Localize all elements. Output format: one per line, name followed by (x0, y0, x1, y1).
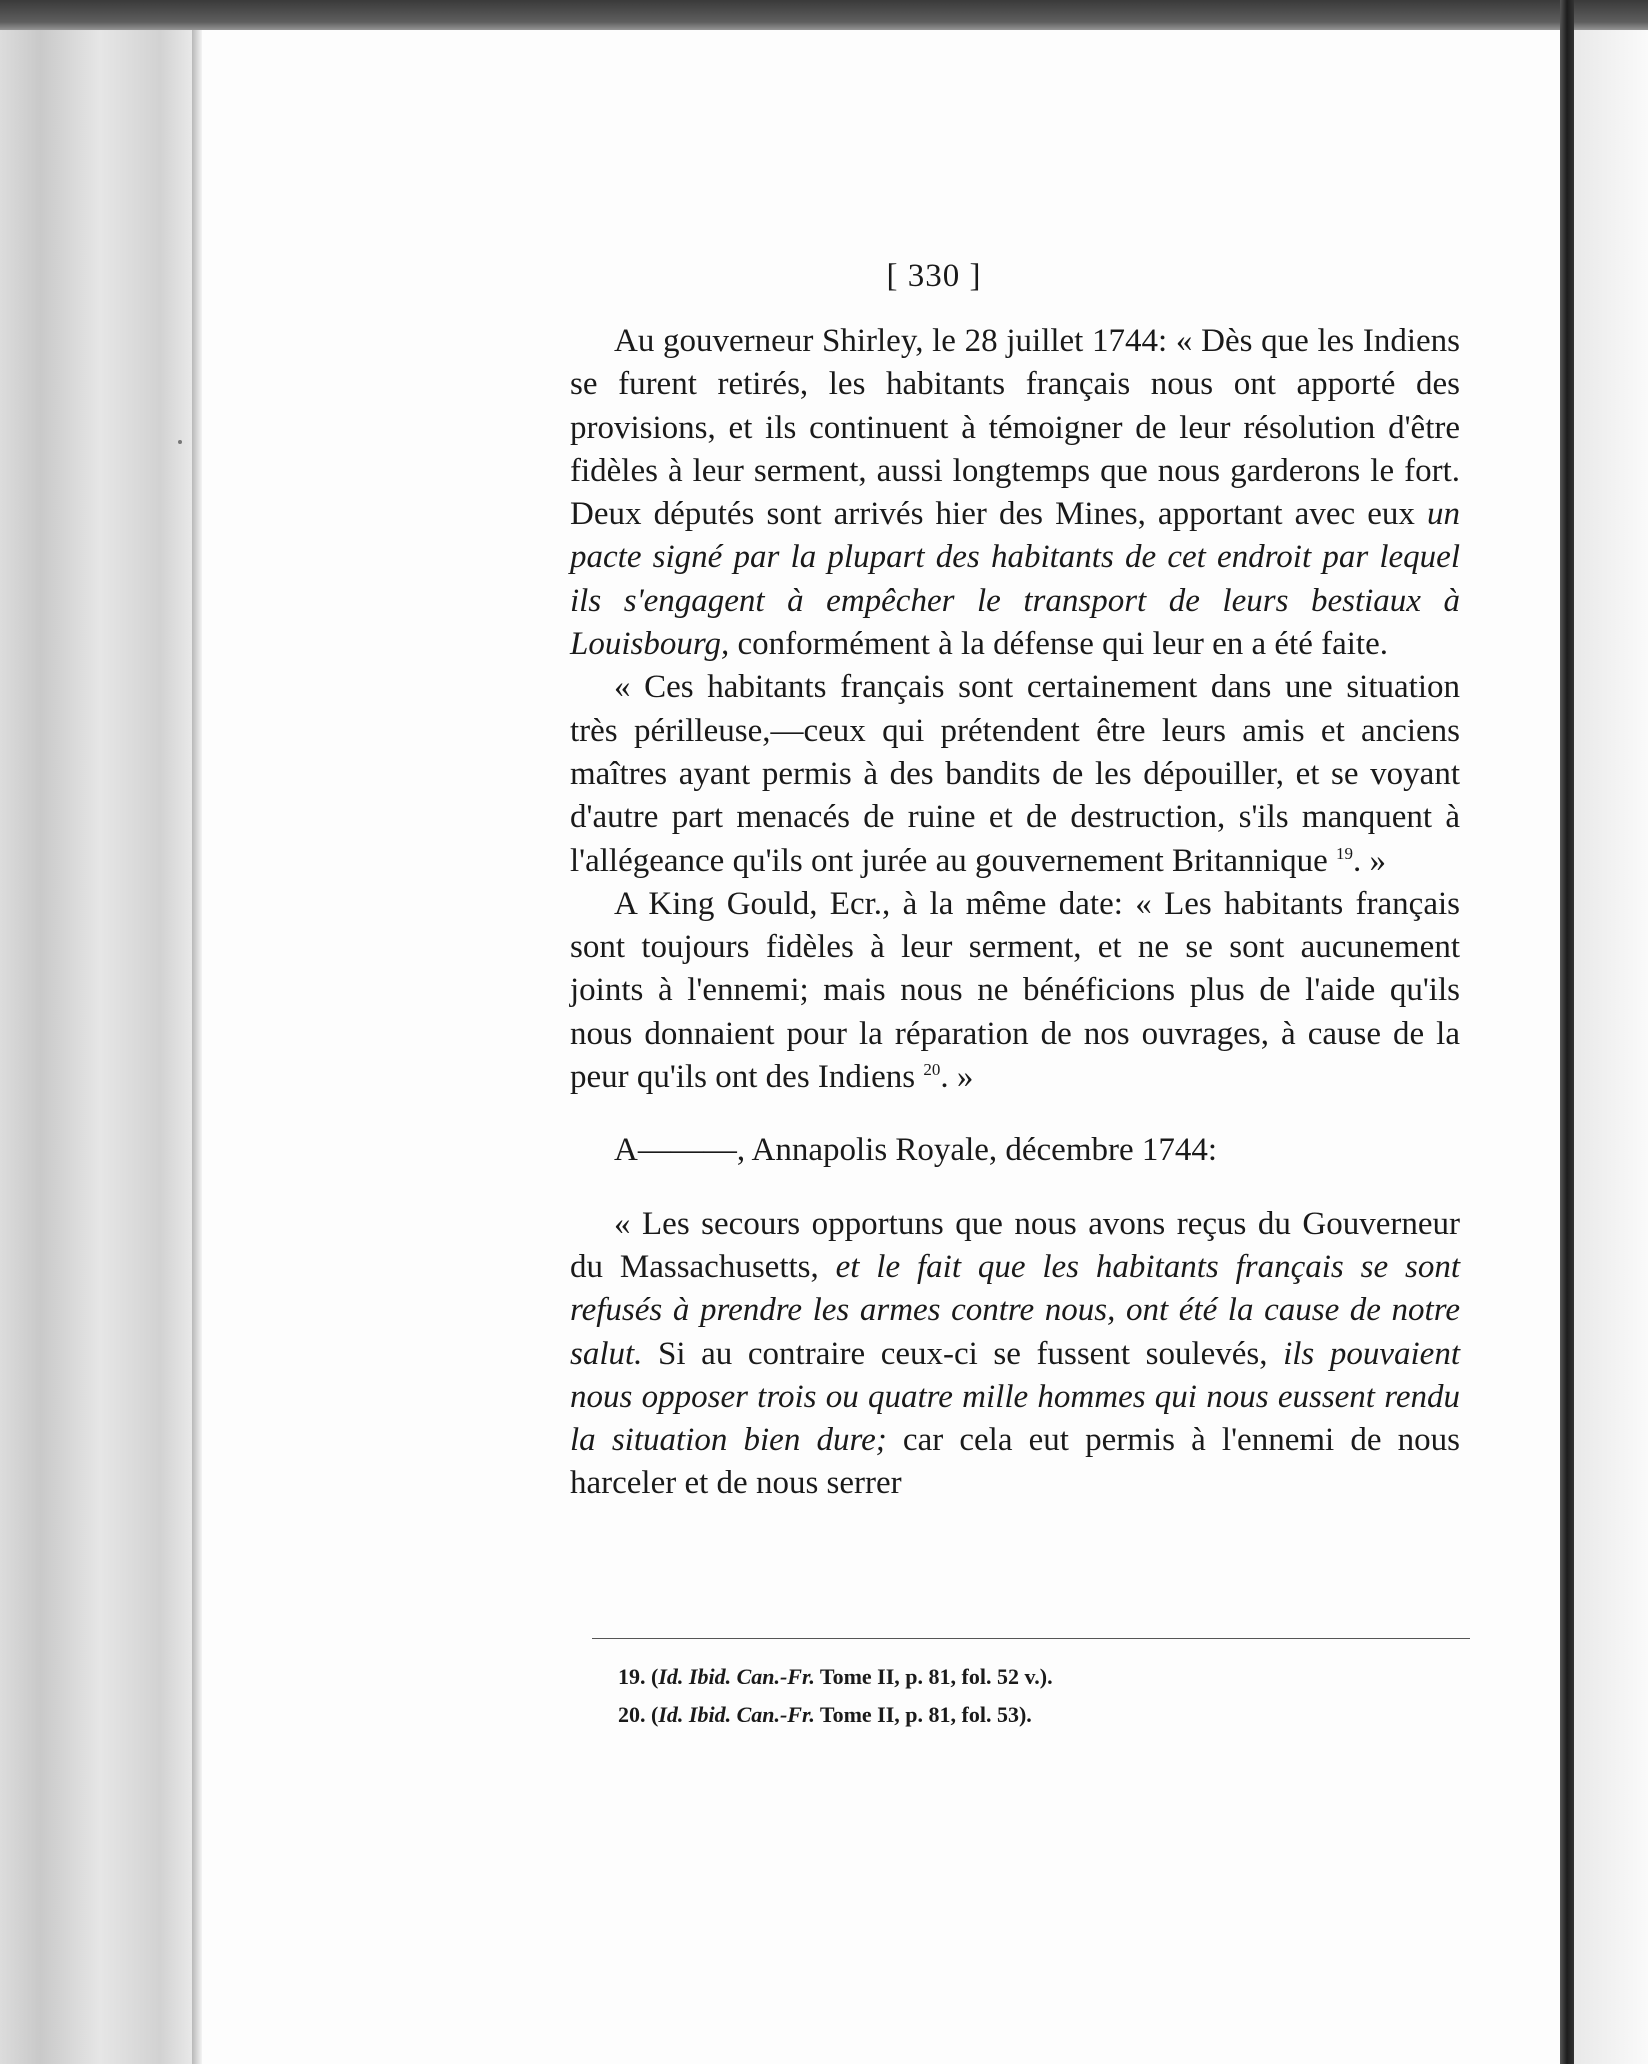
footnote-source: Id. Ibid. Can.-Fr. (658, 1702, 815, 1727)
footnote (618, 1696, 1478, 1734)
text-run: . » (1353, 842, 1387, 879)
footnote-open-paren: ( (645, 1664, 659, 1689)
text-run: « Ces habitants français sont certainement dans une situation très périlleuse,—ceux qui prétendent être leurs amis et anciens maîtres ayant permis à des bandits de les dépouiller, et se voyant d'autre part menacés de ruine et de destruction, s'ils manquent à l'allégeance qu'ils ont jurée au gouvernement Britannique (570, 669, 1460, 879)
paragraph (570, 883, 1460, 1099)
paragraph (570, 1203, 1460, 1506)
text-run: A———, Annapolis Royale, décembre 1744: (614, 1132, 1218, 1169)
footnote-number: 20. (618, 1702, 646, 1727)
page-stack-edge (192, 30, 202, 2064)
paragraph (570, 320, 1460, 666)
footnote-reference: Tome II, p. 81, fol. 52 v.). (814, 1664, 1053, 1689)
footnote-rule (592, 1638, 1470, 1639)
footnote-open-paren: ( (645, 1702, 659, 1727)
text-run: car cela eut permis à l'ennemi de nous harceler et de nous serrer (570, 1422, 1460, 1502)
footnote-ref: 19 (1336, 843, 1354, 863)
page-number: [ 330 ] (886, 258, 982, 294)
italic-text: un pacte signé par la plupart des habitants de cet endroit par lequel ils s'engagent à empêcher le transport de leurs bestiaux à Louisbourg, (570, 496, 1460, 663)
text-run: . » (940, 1059, 974, 1096)
text-run: conformément à la défense qui leur en a été faite. (729, 626, 1388, 663)
text-run: Au gouverneur Shirley, le 28 juillet 1744: « Dès que les Indiens se furent retirés, les habitants français nous ont apporté des provisions, et ils continuent à témoigner de leur résolution d'être fidèles à leur serment, aussi longtemps que nous garderons le fort. Deux députés sont arrivés hier des Mines, apportant avec eux (570, 323, 1460, 533)
book-gutter (1560, 0, 1574, 2064)
text-run: « Les secours opportuns que nous avons reçus du Gouverneur du Massachusetts, (570, 1205, 1460, 1285)
next-page-edge (1574, 30, 1648, 2064)
page-stack (0, 30, 200, 2064)
text-run: A King Gould, Ecr., à la même date: « Les habitants français sont toujours fidèles à leur serment, et ne se sont aucunement joints à l'ennemi; mais nous ne bénéficions plus de l'aide qu'ils nous donnaient pour la réparation de nos ouvrages, à cause de la peur qu'ils ont des Indiens (570, 885, 1460, 1096)
scan-speck (178, 440, 182, 444)
body-text (570, 320, 1460, 1506)
footnote-number: 19. (618, 1664, 646, 1689)
italic-text: et le fait que les habitants français se sont refusés à prendre les armes contre nous, ont été la cause de notre salut. (570, 1248, 1460, 1372)
footnotes (618, 1658, 1478, 1734)
text-run: Si au contraire ceux-ci se fussent soulevés, (642, 1335, 1284, 1372)
footnote-reference: Tome II, p. 81, fol. 53). (814, 1702, 1032, 1727)
italic-text: ils pouvaient nous opposer trois ou quatre mille hommes qui nous eussent rendu la situation bien dure; (570, 1335, 1460, 1459)
footnote (618, 1658, 1478, 1696)
footnote-ref: 20 (923, 1060, 941, 1080)
footnote-source: Id. Ibid. Can.-Fr. (658, 1664, 815, 1689)
paragraph (570, 666, 1460, 882)
section-heading (570, 1129, 1460, 1172)
